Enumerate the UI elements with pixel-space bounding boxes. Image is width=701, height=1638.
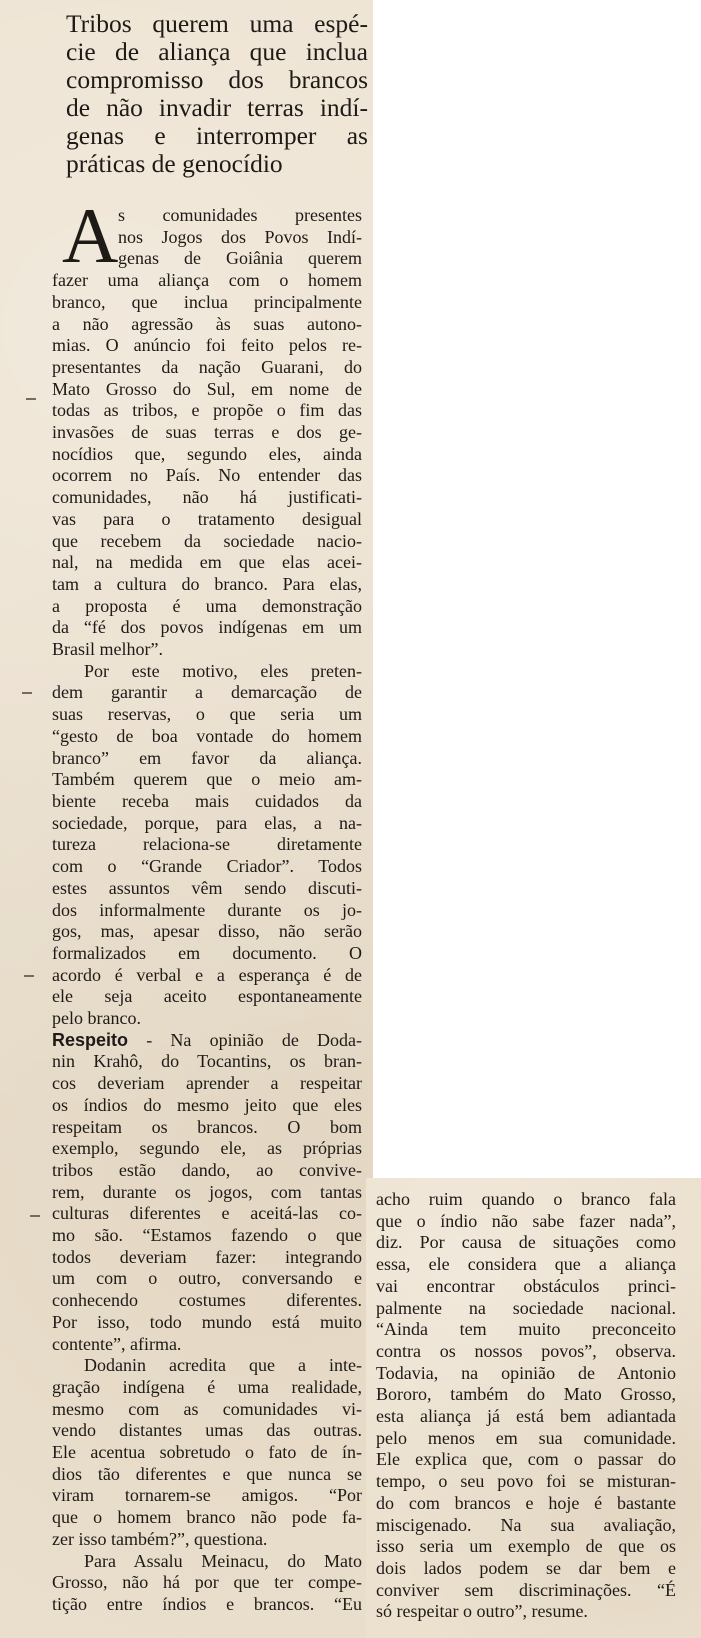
body-line: formalizados em documento. O <box>52 942 362 963</box>
headline-line: cie de aliança que inclua <box>66 37 368 66</box>
body-line: Grosso, não há por que ter compe- <box>52 1572 362 1593</box>
body-line: essa, ele considera que a aliança <box>376 1254 676 1275</box>
body-line: dem garantir a demarcação de <box>52 682 362 703</box>
body-line: sociedade, porque, para elas, a na- <box>52 812 362 833</box>
body-line: um com o outro, conversando e <box>52 1268 362 1289</box>
body-line: a proposta é uma demonstração <box>52 595 362 616</box>
body-line: conhecendo costumes diferentes. <box>52 1290 362 1311</box>
headline-line: práticas de genocídio <box>66 149 283 178</box>
body-line: contra os nossos povos”, observa. <box>376 1340 676 1361</box>
body-line: da “fé dos povos indígenas em um <box>52 617 362 638</box>
body-line: mesmo com as comunidades vi- <box>52 1398 362 1419</box>
margin-mark <box>22 692 32 694</box>
margin-mark <box>24 975 34 977</box>
body-line: mias. O anúncio foi feito pelos re- <box>52 335 362 356</box>
body-line: nal, na medida em que elas acei- <box>52 552 362 573</box>
body-line: todas as tribos, e propõe o fim das <box>52 400 362 421</box>
margin-mark <box>30 1215 40 1217</box>
body-line: gos, mas, apesar disso, não serão <box>52 921 362 942</box>
body-line: genas de Goiânia querem <box>118 248 362 269</box>
body-line: isso seria um exemplo de que os <box>376 1536 676 1557</box>
body-line: dois lados podem se dar bem e <box>376 1557 676 1578</box>
body-line: biente receba mais cuidados da <box>52 790 362 811</box>
body-line: tribos estão dando, ao convive- <box>52 1159 362 1180</box>
body-line: diz. Por causa de situações como <box>376 1232 676 1253</box>
body-line: acho ruim quando o branco fala <box>376 1189 676 1209</box>
body-line: culturas diferentes e aceitá-las co- <box>52 1203 362 1224</box>
body-line: exemplo, segundo ele, as próprias <box>52 1138 362 1159</box>
body-line: nocídios que, segundo eles, ainda <box>52 443 362 464</box>
body-line: nin Krahô, do Tocantins, os bran- <box>52 1051 362 1072</box>
body-line: Ele explica que, com o passar do <box>376 1449 676 1470</box>
body-line: Dodanin acredita que a inte- <box>84 1355 362 1376</box>
drop-cap: A <box>62 192 117 279</box>
body-line: invasões de suas terras e dos ge- <box>52 422 362 443</box>
body-line: vas para o tratamento desigual <box>52 508 362 529</box>
body-line: zer isso também?”, questiona. <box>52 1528 268 1549</box>
body-line: vendo distantes umas das outras. <box>52 1420 362 1441</box>
body-line: pelo branco. <box>52 1008 141 1029</box>
body-line: Mato Grosso do Sul, em nome de <box>52 378 362 399</box>
body-line: Todavia, na opinião de Antonio <box>376 1362 676 1383</box>
body-line: nos Jogos dos Povos Indí- <box>118 226 362 247</box>
body-line: dos informalmente durante os jo- <box>52 899 362 920</box>
body-line: mo são. “Estamos fazendo o que <box>52 1225 362 1246</box>
body-line: Por este motivo, eles preten- <box>84 660 362 681</box>
body-line: dios tão diferentes e que nunca se <box>52 1463 362 1484</box>
body-line: ele seja aceito espontaneamente <box>52 986 362 1007</box>
body-line: que o índio não sabe fazer nada”, <box>376 1210 676 1231</box>
body-line-kicker <box>52 1030 362 1052</box>
body-line: miscigenado. Na sua avaliação, <box>376 1514 676 1535</box>
body-line: rem, durante os jogos, com tantas <box>52 1181 362 1202</box>
body-line: Bororo, também do Mato Grosso, <box>376 1384 676 1405</box>
body-line: Brasil melhor”. <box>52 639 163 660</box>
headline-line: genas e interromper as <box>66 121 368 150</box>
body-line: conviver sem discriminações. “É <box>376 1579 676 1600</box>
body-line: tureza relaciona-se diretamente <box>52 834 362 855</box>
body-line: Ele acentua sobretudo o fato de ín- <box>52 1442 362 1463</box>
body-line: pelo menos em sua comunidade. <box>376 1427 676 1448</box>
body-line: tam a cultura do branco. Para elas, <box>52 573 362 594</box>
body-line: “gesto de boa vontade do homem <box>52 725 362 746</box>
body-line: “Ainda tem muito preconceito <box>376 1319 676 1340</box>
body-line: viram tornarem-se amigos. “Por <box>52 1485 362 1506</box>
body-line-text: - Na opinião de Doda- <box>128 1029 362 1050</box>
body-line: fazer uma aliança com o homem <box>52 270 362 291</box>
body-line: tição entre índios e brancos. “Eu <box>52 1594 362 1614</box>
body-line: s comunidades presentes <box>118 205 362 225</box>
body-line: Também querem que o meio am- <box>52 769 362 790</box>
body-line: com o “Grande Criador”. Todos <box>52 856 362 877</box>
body-line: Por isso, todo mundo está muito <box>52 1311 362 1332</box>
body-line: ocorrem no País. No entender das <box>52 465 362 486</box>
body-line: Para Assalu Meinacu, do Mato <box>84 1550 362 1571</box>
body-line: que recebem da sociedade nacio- <box>52 530 362 551</box>
body-line: vai encontrar obstáculos princi- <box>376 1275 676 1296</box>
headline-line: de não invadir terras indí- <box>66 93 368 122</box>
headline-line: compromisso dos brancos <box>66 65 368 94</box>
body-line: cos deveriam aprender a respeitar <box>52 1073 362 1094</box>
body-line: tempo, o seu povo foi se misturan- <box>376 1471 676 1492</box>
body-line: acordo é verbal e a esperança é de <box>52 964 362 985</box>
article-column-left <box>52 192 362 1616</box>
body-line: que o homem branco não pode fa- <box>52 1507 362 1528</box>
headline <box>66 10 368 178</box>
body-line: a não agressão às suas autono- <box>52 313 362 334</box>
margin-mark <box>26 398 36 400</box>
body-line: esta aliança já está bem adiantada <box>376 1406 676 1427</box>
section-kicker-respeito: Respeito <box>52 1029 129 1050</box>
body-line: estes assuntos vêm sendo discuti- <box>52 877 362 898</box>
body-line: só respeitar o outro”, resume. <box>376 1601 588 1622</box>
body-line: palmente na sociedade nacional. <box>376 1297 676 1318</box>
body-line: branco” em favor da aliança. <box>52 747 362 768</box>
body-line: respeitam os brancos. O bom <box>52 1116 362 1137</box>
body-line: do com brancos e hoje é bastante <box>376 1492 676 1513</box>
article-column-right <box>376 1189 676 1623</box>
body-line: suas reservas, o que seria um <box>52 704 362 725</box>
body-line: gração indígena é uma realidade, <box>52 1376 362 1397</box>
body-line: os índios do mesmo jeito que eles <box>52 1094 362 1115</box>
body-line: branco, que inclua principalmente <box>52 291 362 312</box>
body-line: todos deveriam fazer: integrando <box>52 1246 362 1267</box>
body-line: comunidades, não há justificati- <box>52 487 362 508</box>
body-line: presentantes da nação Guarani, do <box>52 356 362 377</box>
body-line: contente”, afirma. <box>52 1333 182 1354</box>
headline-line: Tribos querem uma espé- <box>66 9 368 38</box>
